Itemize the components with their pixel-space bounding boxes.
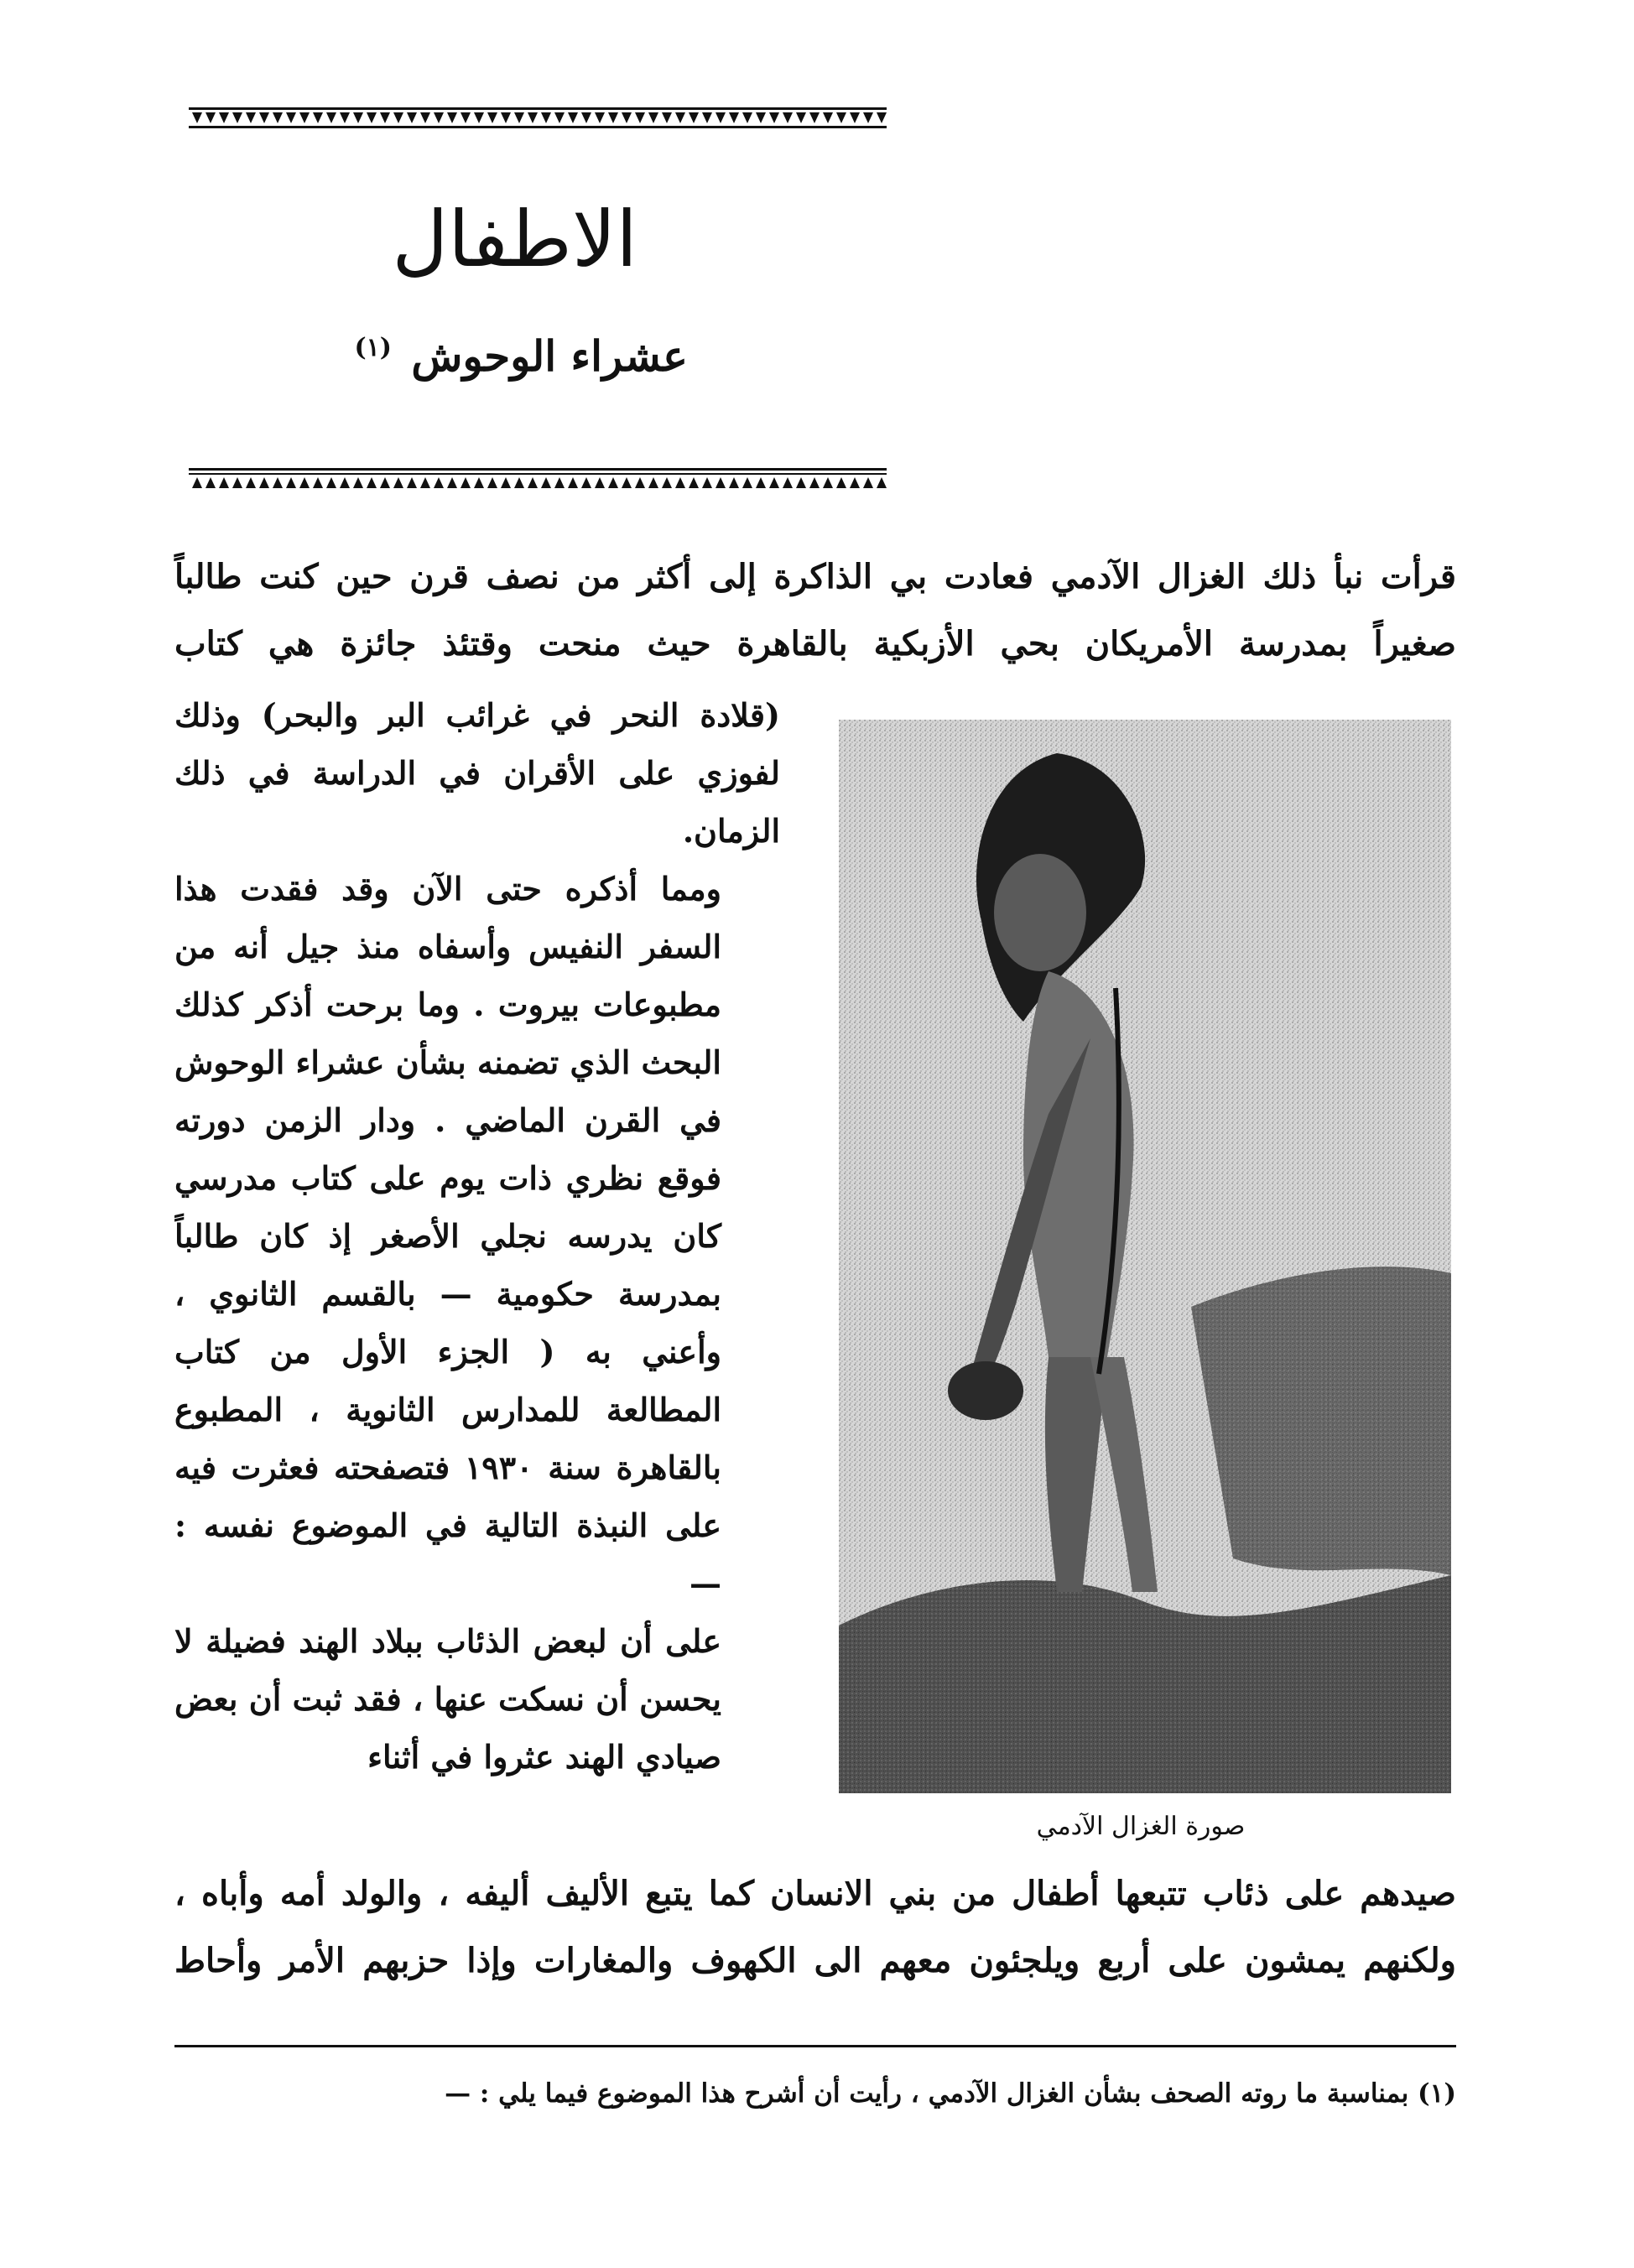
footnote: (١) بمناسبة ما روته الصحف بشأن الغزال الآدمي ، رأيت أن أشرح هذا الموضوع فيما يلي : —	[445, 2078, 1456, 2109]
ornament-glyph	[420, 477, 430, 488]
ornament-glyph	[850, 112, 860, 123]
ornament-glyph	[689, 477, 699, 488]
outro-paragraph: صيدهم على ذئاب تتبعها أطفال من بني الانسان كما يتبع الأليف أليفه ، والولد أمه وأباه ، ولكنهم يمشون على أربع ويلجئون معهم الى الكهوف والمغارات وإذا حزبهم الأمر وأحاط	[174, 1874, 1456, 1980]
ornament-glyph	[434, 477, 444, 488]
ornament-glyph	[662, 477, 672, 488]
ornament-glyph	[689, 112, 699, 123]
ornament-glyph	[823, 477, 833, 488]
ornament-glyph	[407, 112, 417, 123]
ornament-glyph	[326, 112, 336, 123]
ornament-glyph	[393, 112, 403, 123]
ornament-glyph	[487, 477, 497, 488]
ornament-glyph	[662, 112, 672, 123]
ornament-glyph	[783, 112, 793, 123]
ornament-glyph	[380, 112, 390, 123]
ornament-glyph	[863, 477, 873, 488]
ornament-glyph	[340, 477, 350, 488]
photo-caption: صورة الغزال الآدمي	[1036, 1812, 1246, 1841]
ornament-glyph	[581, 477, 591, 488]
ornament-glyph	[675, 112, 685, 123]
ornament-glyph	[648, 112, 658, 123]
ornament-glyph	[554, 112, 565, 123]
ornament-glyph	[474, 112, 484, 123]
ornament-glyph	[756, 477, 766, 488]
ornament-glyph	[608, 477, 618, 488]
ornament-glyph	[836, 112, 846, 123]
ornament-band-top	[189, 107, 887, 129]
ornament-glyph	[541, 477, 551, 488]
ornament-glyph	[635, 477, 645, 488]
footnote-marker: (١)	[354, 333, 392, 363]
ornament-glyph	[501, 112, 511, 123]
ornament-glyph	[286, 112, 296, 123]
ornament-glyph	[259, 477, 269, 488]
ornament-glyph	[648, 477, 658, 488]
subtitle-text: عشراء الوحوش	[411, 331, 688, 381]
ornament-glyph	[380, 477, 390, 488]
page-subtitle	[336, 331, 688, 381]
ornament-glyph	[286, 477, 296, 488]
ornament-glyph	[622, 477, 632, 488]
intro-paragraph: قرأت نبأ ذلك الغزال الآدمي فعادت بي الذاكرة إلى أكثر من نصف قرن حين كنت طالباً صغيراً بمدرسة الأمريكان بحي الأزبكية بالقاهرة حيث منحت وقتئذ جائزة هي كتاب	[174, 557, 1456, 663]
footnote-divider	[174, 2045, 1456, 2047]
ornament-glyph	[850, 477, 860, 488]
ornament-glyph	[554, 477, 565, 488]
page-title: الاطفال	[392, 195, 637, 284]
ornament-glyph	[219, 477, 229, 488]
ornament-glyph	[353, 112, 363, 123]
text-column	[174, 686, 780, 1859]
ornament-glyph	[232, 112, 242, 123]
ornament-glyph	[568, 112, 578, 123]
ornament-glyph	[273, 112, 283, 123]
photo-illustration	[839, 720, 1451, 1793]
ornament-glyph	[299, 477, 310, 488]
ornament-glyph	[675, 477, 685, 488]
ornament-glyph	[702, 477, 712, 488]
ornament-glyph	[447, 477, 457, 488]
ornament-glyph	[836, 477, 846, 488]
ornament-glyph	[742, 477, 752, 488]
ornament-bottom-svg	[189, 468, 887, 490]
ornament-glyph	[461, 112, 471, 123]
ornament-glyph	[393, 477, 403, 488]
ornament-glyph	[232, 477, 242, 488]
ornament-glyph	[299, 112, 310, 123]
ornament-glyph	[434, 112, 444, 123]
ornament-glyph	[742, 112, 752, 123]
ornament-glyph	[353, 477, 363, 488]
ornament-glyph	[809, 477, 820, 488]
ornament-glyph	[716, 112, 726, 123]
ornament-glyph	[273, 477, 283, 488]
ornament-glyph	[823, 112, 833, 123]
ornament-glyph	[206, 112, 216, 123]
ornament-glyph	[581, 112, 591, 123]
ornament-glyph	[501, 477, 511, 488]
photo-human-gazelle	[839, 720, 1451, 1793]
ornament-glyph	[635, 112, 645, 123]
ornament-glyph	[461, 477, 471, 488]
ornament-glyph	[514, 477, 524, 488]
ornament-glyph	[769, 112, 779, 123]
ornament-glyph	[313, 112, 323, 123]
ornament-glyph	[447, 112, 457, 123]
ornament-glyph	[877, 112, 887, 123]
ornament-glyph	[796, 477, 806, 488]
ornament-glyph	[756, 112, 766, 123]
ornament-glyph	[796, 112, 806, 123]
ornament-top-svg	[189, 107, 887, 129]
ornament-glyph	[528, 477, 538, 488]
ornament-glyph	[769, 477, 779, 488]
ornament-glyph	[407, 477, 417, 488]
ornament-glyph	[809, 112, 820, 123]
ornament-glyph	[702, 112, 712, 123]
ornament-glyph	[514, 112, 524, 123]
ornament-glyph	[568, 477, 578, 488]
ornament-glyph	[206, 477, 216, 488]
ornament-glyph	[246, 112, 256, 123]
ornament-glyph	[877, 477, 887, 488]
ornament-glyph	[313, 477, 323, 488]
ornament-glyph	[192, 112, 202, 123]
ornament-glyph	[729, 477, 739, 488]
column-paragraph: (قلادة النحر في غرائب البر والبحر) وذلك لفوزي على الأقران في الدراسة في ذلك الزمان.	[174, 696, 780, 850]
ornament-glyph	[340, 112, 350, 123]
ornament-glyph	[541, 112, 551, 123]
ornament-glyph	[595, 112, 605, 123]
ornament-glyph	[420, 112, 430, 123]
ornament-glyph	[716, 477, 726, 488]
ornament-glyph	[622, 112, 632, 123]
ornament-glyph	[528, 112, 538, 123]
ornament-glyph	[729, 112, 739, 123]
ornament-glyph	[259, 112, 269, 123]
ornament-glyph	[326, 477, 336, 488]
ornament-glyph	[367, 477, 377, 488]
ornament-glyph	[863, 112, 873, 123]
ornament-glyph	[367, 112, 377, 123]
ornament-glyph	[783, 477, 793, 488]
column-paragraph: على أن لبعض الذئاب ببلاد الهند فضيلة لا يحسن أن نسكت عنها ، فقد ثبت أن بعض صيادي الهند عثروا في أثناء	[174, 1622, 721, 1776]
ornament-glyph	[595, 477, 605, 488]
ornament-glyph	[608, 112, 618, 123]
ornament-glyph	[246, 477, 256, 488]
ornament-glyph	[487, 112, 497, 123]
column-paragraph: ومما أذكره حتى الآن وقد فقدت هذا السفر النفيس وأسفاه منذ جيل أنه من مطبوعات بيروت . وما برحت أذكر كذلك البحث الذي تضمنه بشأن عشراء الوحوش في القرن الماضي . ودار الزمن دورته فوقع نظري ذات يوم على كتاب مدرسي كان يدرسه نجلي الأصغر إذ كان طالباً بمدرسة حكومية — بالقسم الثانوي ، وأعني به ( الجزء الأول من كتاب المطالعة للمدارس الثانوية ، المطبوع بالقاهرة سنة ١٩٣٠ فتصفحته فعثرت فيه على النبذة التالية في الموضوع نفسه : —	[174, 870, 721, 1602]
ornament-glyph	[219, 112, 229, 123]
ornament-glyph	[192, 477, 202, 488]
ornament-glyph	[474, 477, 484, 488]
ornament-band-bottom	[189, 468, 887, 490]
